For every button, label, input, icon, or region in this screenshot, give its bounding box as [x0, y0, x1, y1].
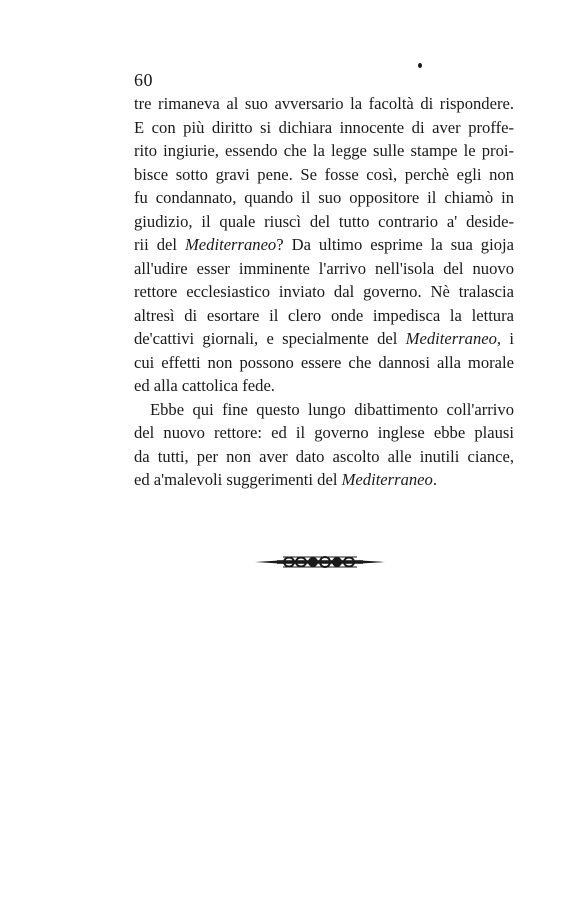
ink-speck — [418, 63, 422, 68]
text-line: E con più diritto si dichiara innocente di aver proffe- — [134, 117, 514, 137]
text-line: rii del Mediterraneo? Da ultimo esprime la sua gioja — [134, 235, 514, 254]
decorative-rule-icon — [255, 554, 385, 570]
text-line: rito ingiurie, essendo che la legge sulle stampe le proi- — [134, 141, 514, 160]
text-line: altresì di esortare il clero onde impedisca la lettura — [134, 305, 514, 325]
text-line: Ebbe qui fine questo lungo dibattimento coll'arrivo — [150, 399, 514, 419]
text-line: del nuovo rettore: ed il governo inglese ebbe plausi — [134, 423, 514, 442]
text-line: ed alla cattolica fede. — [134, 376, 275, 395]
body-text — [134, 92, 514, 492]
text-line: tre rimaneva al suo avversario la facoltà di rispondere. — [134, 94, 514, 113]
italic-title: Mediterraneo — [405, 329, 497, 348]
italic-title: Mediterraneo — [341, 470, 433, 489]
italic-title: Mediterraneo — [184, 235, 277, 254]
text-line: da tutti, per non aver dato ascolto alle inutili ciance, — [134, 446, 514, 466]
text-line: ed a'malevoli suggerimenti del Mediterraneo. — [134, 470, 437, 489]
text-line: all'udire esser imminente l'arrivo nell'isola del nuovo — [134, 258, 514, 278]
text-line: cui effetti non possono essere che dannosi alla morale — [134, 352, 514, 372]
text-line: de'cattivi giornali, e specialmente del Mediterraneo, i — [134, 329, 514, 348]
text-line: bisce sotto gravi pene. Se fosse così, perchè egli non — [134, 164, 514, 184]
text-line: giudizio, il quale riuscì del tutto contrario a' deside- — [134, 211, 514, 231]
page-number: 60 — [134, 70, 153, 90]
text-line: rettore ecclesiastico inviato dal governo. Nè tralascia — [134, 282, 514, 301]
text-line: fu condannato, quando il suo oppositore il chiamò in — [134, 188, 514, 207]
